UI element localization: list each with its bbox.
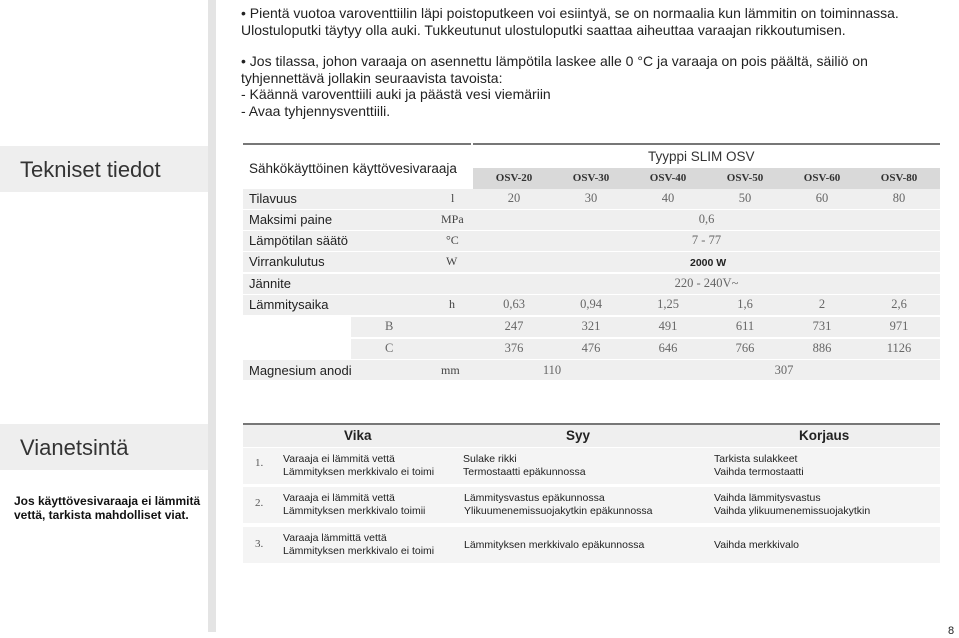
model-header: OSV-80 bbox=[880, 172, 918, 184]
cell-value: 731 bbox=[812, 319, 832, 333]
cell-value: 611 bbox=[735, 319, 755, 333]
table-rule bbox=[473, 143, 940, 145]
row-label: B bbox=[385, 319, 394, 333]
row-label: Lämmitysaika bbox=[249, 297, 329, 312]
row-label: Maksimi paine bbox=[249, 212, 333, 227]
cell-value: 2,6 bbox=[891, 297, 907, 311]
row-number: 2. bbox=[255, 497, 264, 509]
column-header-korjaus: Korjaus bbox=[799, 428, 850, 443]
column-header-syy: Syy bbox=[566, 428, 591, 443]
model-header: OSV-60 bbox=[803, 172, 841, 184]
cell-value: 886 bbox=[812, 341, 832, 355]
cell-line: Lämmityksen merkkivalo epäkunnossa bbox=[464, 539, 645, 551]
row-number: 3. bbox=[255, 538, 264, 550]
cell-line: Termostaatti epäkunnossa bbox=[463, 465, 586, 478]
cell-value: 20 bbox=[507, 191, 521, 205]
row-label: C bbox=[385, 341, 394, 355]
intro-line: tyhjennettävä jollakin seuraavista tavoista: bbox=[241, 69, 503, 86]
cell-vika bbox=[283, 532, 434, 557]
cell-value: 110 bbox=[542, 363, 562, 377]
unit: h bbox=[449, 297, 455, 311]
cell-value: 476 bbox=[581, 341, 601, 355]
section-label-tech: Tekniset tiedot bbox=[0, 146, 208, 192]
cell-syy bbox=[464, 492, 653, 517]
intro-line: - Käännä varoventtiili auki ja päästä vesi viemäriin bbox=[241, 86, 551, 102]
cell-value: 971 bbox=[889, 319, 909, 333]
vertical-divider bbox=[208, 0, 216, 632]
cell-syy bbox=[464, 539, 644, 552]
cell-value: 307 bbox=[774, 363, 794, 377]
intro-line: - Avaa tyhjennysventtiili. bbox=[241, 102, 391, 119]
cell-line: Ylikuumenemissuojakytkin epäkunnossa bbox=[464, 504, 653, 517]
table-rule bbox=[243, 143, 471, 145]
intro-paragraph-1 bbox=[241, 5, 899, 38]
model-header: OSV-40 bbox=[649, 172, 687, 184]
unit: W bbox=[446, 254, 458, 268]
cell-value: 766 bbox=[735, 341, 755, 355]
tech-table-title: Sähkökäyttöinen käyttövesivaraaja bbox=[249, 161, 457, 176]
cell-value: 1126 bbox=[886, 341, 912, 355]
row-number: 1. bbox=[255, 457, 264, 469]
cell-line: Vaihda ylikuumenemissuojakytkin bbox=[714, 504, 871, 517]
column-header-vika: Vika bbox=[344, 428, 372, 443]
section-label-trouble: Vianetsintä bbox=[0, 424, 208, 470]
row-label: Jännite bbox=[249, 276, 291, 291]
type-header: Tyyppi SLIM OSV bbox=[648, 149, 755, 164]
cell-value: 0,6 bbox=[698, 212, 715, 226]
row-label: Virrankulutus bbox=[249, 254, 325, 269]
cell-korjaus bbox=[714, 539, 799, 552]
cell-korjaus bbox=[714, 492, 870, 517]
page-number: 8 bbox=[948, 625, 955, 637]
trouble-table bbox=[243, 423, 940, 563]
cell-value: 30 bbox=[584, 191, 598, 205]
cell-value: 1,6 bbox=[737, 297, 753, 311]
cell-line: Sulake rikki bbox=[463, 453, 517, 465]
cell-line: Lämmityksen merkkivalo ei toimi bbox=[283, 465, 435, 478]
unit: °C bbox=[446, 233, 459, 247]
intro-line: • Jos tilassa, johon varaaja on asennettu lämpötila laskee alle 0 °C ja varaaja on pois päältä, säiliö on bbox=[241, 53, 868, 69]
cell-line: Tarkista sulakkeet bbox=[714, 453, 798, 465]
cell-value: 2 bbox=[818, 297, 826, 311]
cell-value: 60 bbox=[815, 191, 829, 205]
cell-value: 376 bbox=[504, 341, 524, 355]
cell-value: 0,94 bbox=[580, 297, 602, 311]
row-label: Lämpötilan säätö bbox=[249, 233, 349, 248]
cell-vika bbox=[283, 453, 434, 478]
cell-line: Lämmitysvastus epäkunnossa bbox=[464, 492, 605, 504]
sidebar bbox=[0, 0, 208, 638]
trouble-note: Jos käyttövesivaraaja ei lämmitä vettä, tarkista mahdolliset viat. bbox=[14, 494, 201, 522]
intro-line: Ulostuloputki täytyy olla auki. Tukkeutunut ulostuloputki saattaa aiheuttaa varaajan rikkoutumisen. bbox=[241, 21, 846, 38]
table-row bbox=[243, 252, 940, 272]
cell-value: 247 bbox=[504, 319, 524, 333]
row-label: Magnesium anodi bbox=[249, 363, 352, 378]
intro-line: • Pientä vuotoa varoventtiilin läpi poistoputkeen voi esiintyä, se on normaalia kun lämmitin on toiminnassa. bbox=[241, 5, 899, 21]
unit: mm bbox=[441, 363, 460, 377]
cell-value: 0,63 bbox=[503, 297, 525, 311]
cell-value: 2000 W bbox=[690, 257, 727, 269]
cell-syy bbox=[463, 453, 586, 478]
cell-value: 1,25 bbox=[657, 297, 679, 311]
cell-value: 7 - 77 bbox=[691, 233, 722, 247]
unit: MPa bbox=[441, 212, 464, 226]
intro-paragraph-2 bbox=[241, 53, 868, 119]
cell-value: 50 bbox=[738, 191, 752, 205]
model-header: OSV-50 bbox=[726, 172, 764, 184]
cell-line: Varaaja ei lämmitä vettä bbox=[283, 492, 395, 504]
cell-value: 40 bbox=[661, 191, 675, 205]
row-label: Tilavuus bbox=[249, 191, 297, 206]
cell-line: Vaihda merkkivalo bbox=[714, 539, 800, 551]
cell-vika bbox=[283, 492, 425, 517]
cell-value: 491 bbox=[658, 319, 678, 333]
cell-line: Lämmityksen merkkivalo toimii bbox=[283, 504, 426, 517]
tech-table bbox=[243, 143, 940, 381]
model-header: OSV-30 bbox=[572, 172, 610, 184]
cell-value: 321 bbox=[581, 319, 601, 333]
cell-value: 220 - 240V~ bbox=[674, 276, 739, 290]
cell-line: Varaaja ei lämmitä vettä bbox=[283, 453, 395, 465]
cell-line: Vaihda termostaatti bbox=[714, 465, 804, 478]
model-header: OSV-20 bbox=[495, 172, 533, 184]
cell-value: 80 bbox=[892, 191, 906, 205]
cell-line: Lämmityksen merkkivalo ei toimi bbox=[283, 544, 435, 557]
unit: l bbox=[451, 191, 455, 205]
cell-line: Varaaja lämmittä vettä bbox=[283, 532, 387, 544]
cell-korjaus bbox=[714, 453, 804, 478]
cell-line: Vaihda lämmitysvastus bbox=[714, 492, 821, 504]
cell-value: 646 bbox=[658, 341, 678, 355]
